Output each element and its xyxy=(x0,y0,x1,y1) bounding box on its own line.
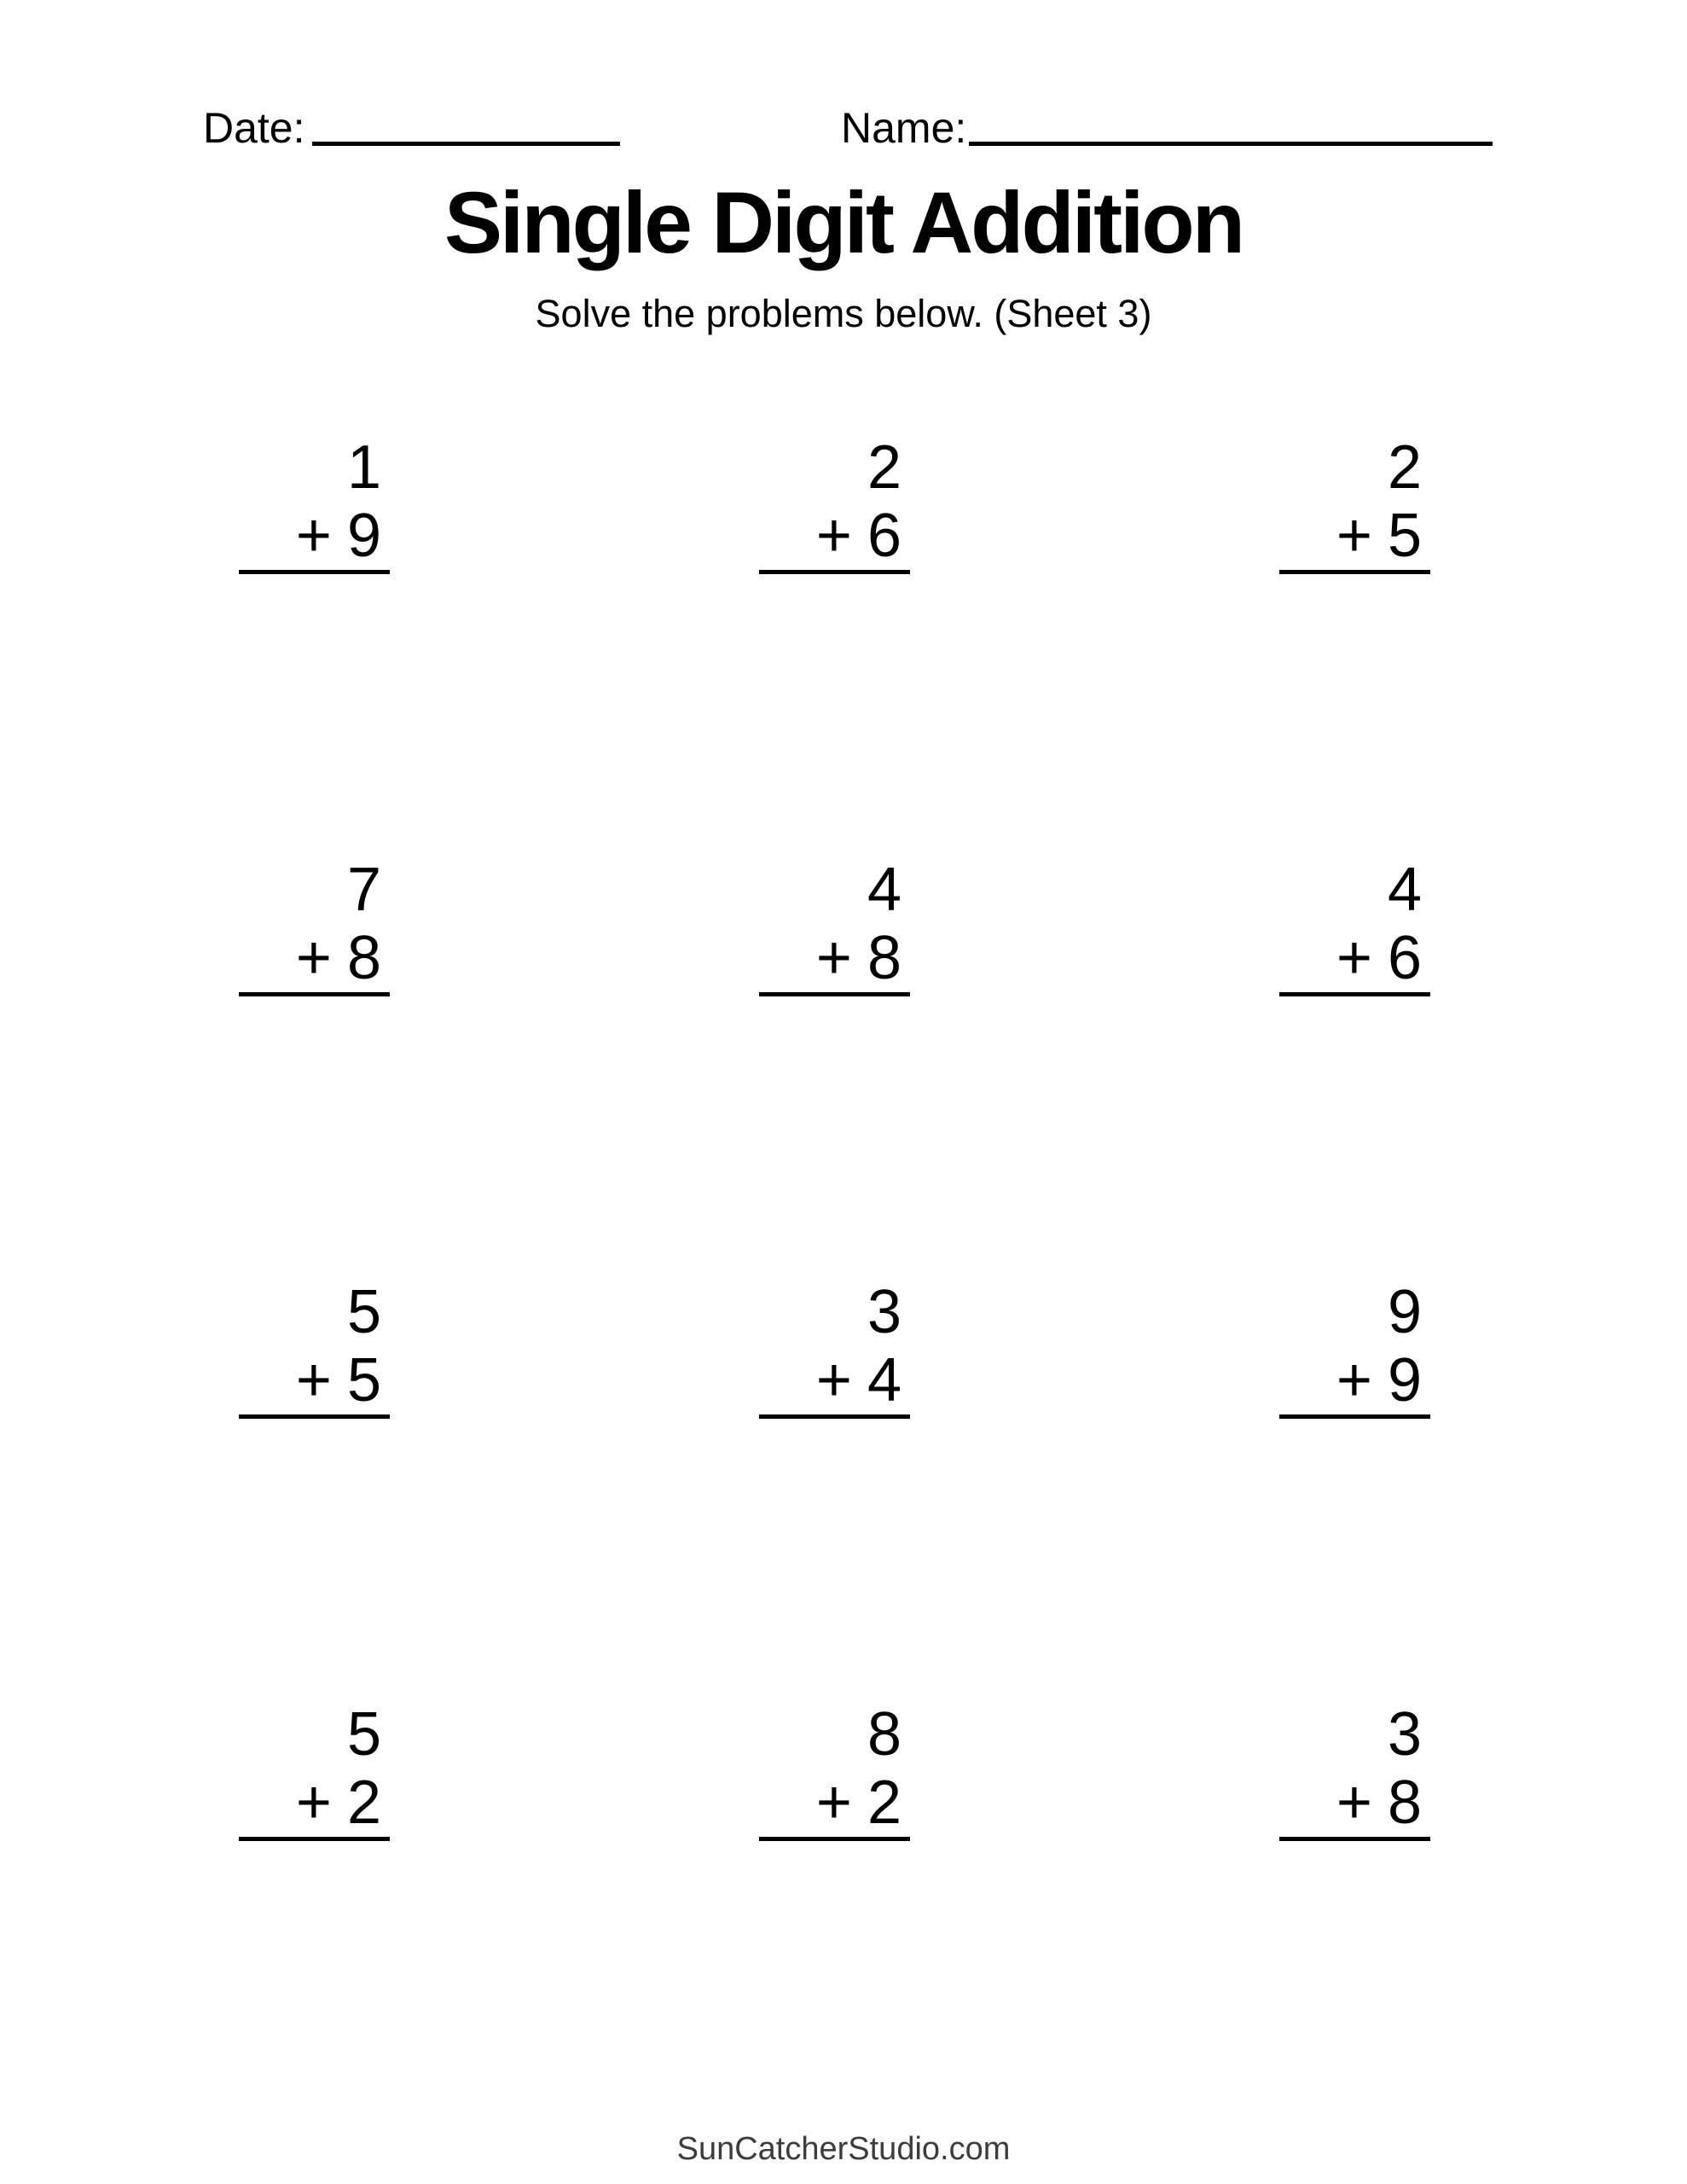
problem-top-number: 5 xyxy=(346,1278,381,1346)
problem-bottom-number: 6 xyxy=(1387,924,1422,992)
problem-bottom-number: 6 xyxy=(867,502,901,570)
addition-problem xyxy=(759,856,910,996)
problem-top-number: 4 xyxy=(1387,856,1422,924)
problem-bottom-number: 2 xyxy=(346,1769,381,1837)
worksheet-title: Single Digit Addition xyxy=(443,174,1244,271)
date-blank-line xyxy=(312,142,620,146)
addition-problem xyxy=(239,1278,390,1419)
plus-operator: + xyxy=(1336,924,1372,992)
problem-bottom-row xyxy=(759,502,910,570)
problem-top-number: 7 xyxy=(346,856,381,924)
addition-problem xyxy=(1279,856,1430,996)
problem-bottom-number: 9 xyxy=(346,502,381,570)
problem-bottom-row xyxy=(239,1769,390,1837)
plus-operator: + xyxy=(815,1769,852,1837)
addition-problem xyxy=(1279,1278,1430,1419)
plus-operator: + xyxy=(815,924,852,992)
plus-operator: + xyxy=(295,1346,332,1414)
problem-bottom-number: 2 xyxy=(867,1769,901,1837)
problem-bottom-row xyxy=(239,1346,390,1414)
plus-operator: + xyxy=(295,924,332,992)
problem-bottom-row xyxy=(239,502,390,570)
addition-problem xyxy=(759,1278,910,1419)
problem-top-number: 9 xyxy=(1387,1278,1422,1346)
worksheet-subtitle: Solve the problems below. (Sheet 3) xyxy=(535,292,1152,335)
addition-problem xyxy=(1279,1700,1430,1841)
problem-bottom-row xyxy=(239,924,390,992)
problem-bottom-number: 9 xyxy=(1387,1346,1422,1414)
problem-top-number: 2 xyxy=(867,433,901,502)
problem-bottom-number: 5 xyxy=(1387,502,1422,570)
addition-problem xyxy=(759,433,910,574)
problems-grid xyxy=(239,433,1430,1841)
plus-operator: + xyxy=(815,1346,852,1414)
addition-problem xyxy=(759,1700,910,1841)
plus-operator: + xyxy=(1336,1346,1372,1414)
date-label: Date: xyxy=(203,104,305,152)
problem-bottom-row xyxy=(1279,502,1430,570)
problem-top-number: 3 xyxy=(1387,1700,1422,1769)
problem-bottom-row xyxy=(759,1769,910,1837)
problem-top-number: 4 xyxy=(867,856,901,924)
problem-bottom-number: 8 xyxy=(346,924,381,992)
problem-top-number: 2 xyxy=(1387,433,1422,502)
plus-operator: + xyxy=(1336,502,1372,570)
problem-bottom-row xyxy=(1279,924,1430,992)
addition-problem xyxy=(239,856,390,996)
problem-bottom-row xyxy=(1279,1769,1430,1837)
plus-operator: + xyxy=(1336,1769,1372,1837)
problem-top-number: 3 xyxy=(867,1278,901,1346)
footer-site-text: SunCatcherStudio.com xyxy=(676,2131,1011,2167)
name-blank-line xyxy=(969,142,1493,146)
problem-top-number: 8 xyxy=(867,1700,901,1769)
addition-problem xyxy=(239,1700,390,1841)
problem-bottom-number: 8 xyxy=(867,924,901,992)
problem-bottom-row xyxy=(759,1346,910,1414)
plus-operator: + xyxy=(295,1769,332,1837)
problem-bottom-number: 4 xyxy=(867,1346,901,1414)
problem-top-number: 1 xyxy=(346,433,381,502)
problem-bottom-number: 5 xyxy=(346,1346,381,1414)
addition-problem xyxy=(1279,433,1430,574)
problem-bottom-row xyxy=(1279,1346,1430,1414)
addition-problem xyxy=(239,433,390,574)
problem-top-number: 5 xyxy=(346,1700,381,1769)
plus-operator: + xyxy=(815,502,852,570)
plus-operator: + xyxy=(295,502,332,570)
problem-bottom-number: 8 xyxy=(1387,1769,1422,1837)
name-label: Name: xyxy=(841,104,967,152)
problem-bottom-row xyxy=(759,924,910,992)
